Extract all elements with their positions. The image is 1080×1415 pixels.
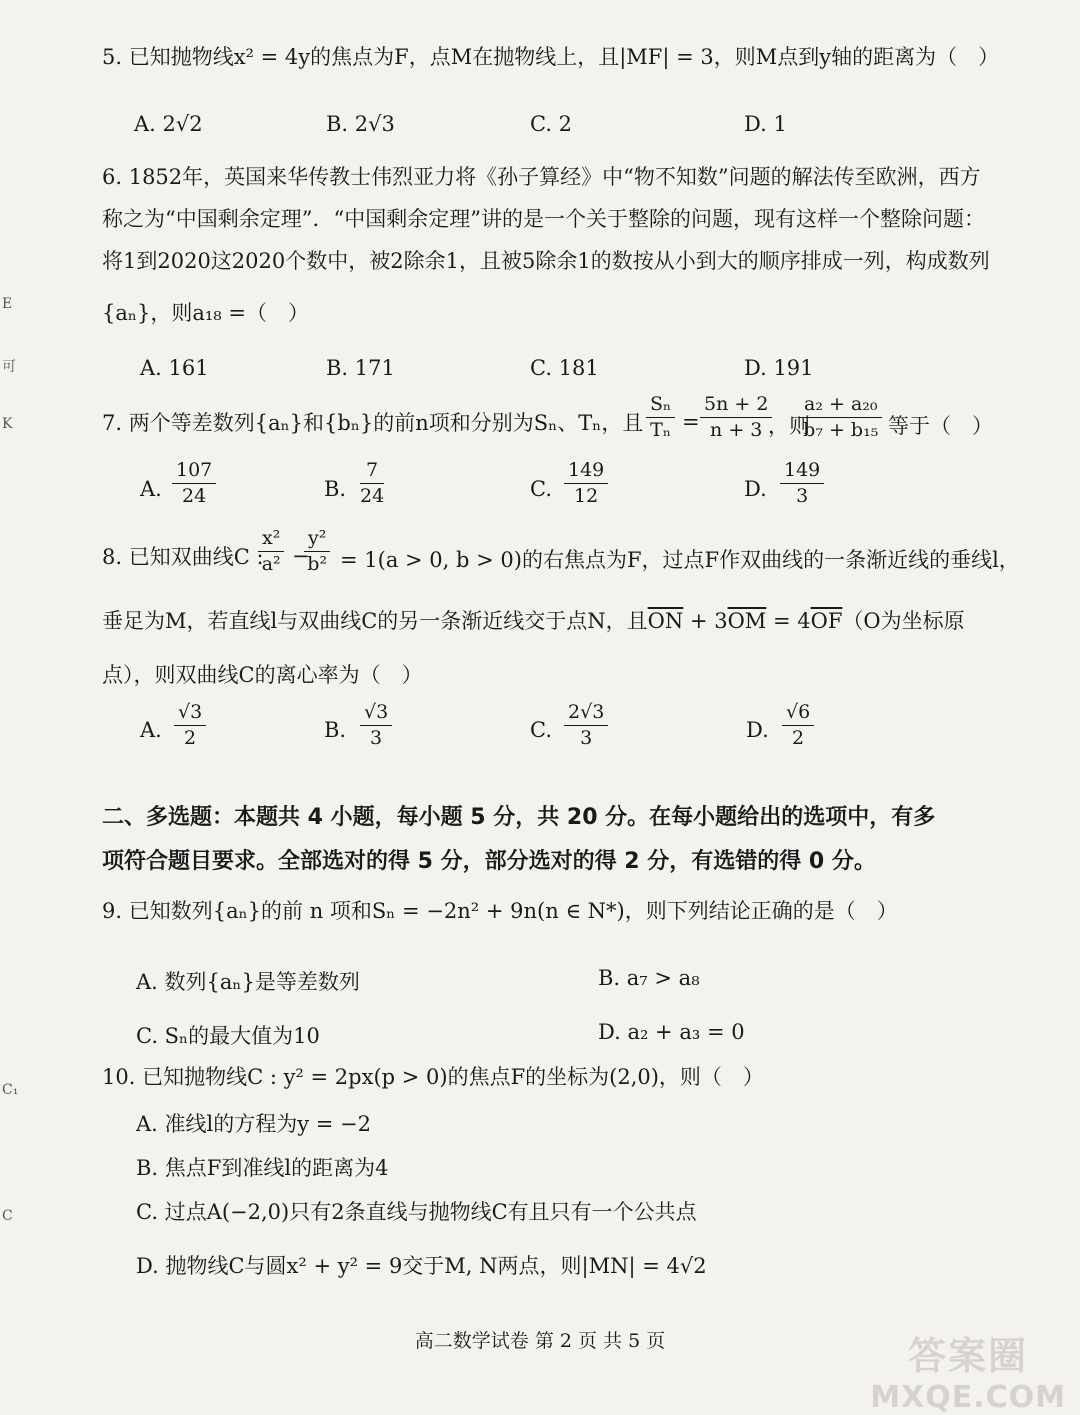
q8-line-2 [102, 608, 965, 634]
q7-option-d-letter: D. [744, 477, 767, 501]
q6-option-c: C. 181 [530, 356, 599, 380]
vector-on: $\overline{ON}$ [647, 609, 684, 633]
q8-plus: + 3 [683, 609, 728, 633]
page-footer: 高二数学试卷 第 2 页 共 5 页 [414, 1330, 666, 1352]
q8-line-1b: = 1(a > 0, b > 0)的右焦点为F，过点F作双曲线的一条渐近线的垂线l， [340, 548, 1020, 572]
q8-option-d-letter: D. [746, 718, 769, 742]
q8-fraction-y: $\frac{\text{y²}}{\text{b²}}$ [304, 528, 330, 575]
q8-option-c-letter: C. [530, 718, 552, 742]
margin-mark: E [2, 296, 13, 312]
q7-fraction-s-t: $\frac{\text{Sₙ}}{\text{Tₙ}}$ [646, 394, 675, 441]
q7-option-a-fraction: $\frac{107}{24}$ [172, 460, 216, 507]
q6-option-a: A. 161 [140, 356, 209, 380]
margin-mark: 可 [2, 359, 16, 375]
watermark-logo: 答案圈 MXQE.COM [870, 1334, 1066, 1415]
q10-option-a: A. 准线l的方程为y = −2 [136, 1112, 371, 1136]
q6-line-4: {aₙ}，则a₁₈ =（ ） [102, 301, 309, 325]
q7-equals: = [682, 410, 700, 434]
q7-fraction-ratio: $\frac{5n + 2}{n + 3}$ [700, 394, 772, 441]
q10-option-c: C. 过点A(−2,0)只有2条直线与抛物线C有且只有一个公共点 [136, 1200, 697, 1224]
q6-option-b: B. 171 [326, 356, 395, 380]
section-heading-line-1: 二、多选题：本题共 4 小题，每小题 5 分，共 20 分。在每小题给出的选项中，有多 [102, 805, 936, 830]
q8-fraction-x: $\frac{\text{x²}}{\text{a²}}$ [258, 528, 284, 575]
q10-option-d: D. 抛物线C与圆x² + y² = 9交于M, N两点，则|MN| = 4√2 [136, 1254, 707, 1278]
margin-mark: C₁ [2, 1082, 19, 1098]
q7-option-c-letter: C. [530, 477, 552, 501]
q8-eq: = 4 [766, 609, 811, 633]
section-heading-line-2: 项符合题目要求。全部选对的得 5 分，部分选对的得 2 分，有选错的得 0 分。 [102, 849, 876, 874]
q9-option-a: A. 数列{aₙ}是等差数列 [136, 970, 360, 994]
q8-option-d-fraction: $\frac{√6}{2}$ [782, 702, 814, 749]
q7-option-b-fraction: $\frac{7}{24}$ [360, 459, 385, 507]
vector-om: $\overline{OM}$ [727, 609, 767, 633]
q6-line-3: 将1到2020这2020个数中，被2除余1，且被5除余1的数按从小到大的顺序排成一列，构成数列 [102, 249, 990, 273]
q8-minus: − [292, 544, 310, 568]
q5-stem: 5. 已知抛物线x² = 4y的焦点为F，点M在抛物线上，且|MF| = 3，则M点到y轴的距离为（ ） [102, 45, 1000, 69]
q8-line-3: 点），则双曲线C的离心率为（ ） [102, 663, 423, 687]
q8-option-a-fraction: $\frac{√3}{2}$ [174, 702, 206, 749]
q7-option-a-letter: A. [140, 477, 162, 501]
q5-option-d: D. 1 [744, 112, 787, 136]
vector-of: $\overline{OF}$ [810, 609, 843, 633]
q7-option-c-fraction: $\frac{149}{12}$ [564, 460, 608, 507]
q8-line-2b: （O为坐标原 [842, 609, 965, 633]
q8-line-2a: 垂足为M，若直线l与双曲线C的另一条渐近线交于点N，且 [102, 609, 648, 633]
q6-line-1: 6. 1852年，英国来华传教士伟烈亚力将《孙子算经》中“物不知数”问题的解法传至欧洲，西方 [102, 165, 981, 189]
margin-mark: K [2, 416, 13, 432]
q5-option-c: C. 2 [530, 112, 573, 136]
q7-option-b-letter: B. [324, 477, 347, 501]
margin-mark: C [2, 1208, 13, 1224]
q10-option-b: B. 焦点F到准线l的距离为4 [136, 1156, 389, 1180]
q7-option-d-fraction: $\frac{149}{3}$ [780, 460, 824, 507]
q8-option-a-letter: A. [140, 718, 162, 742]
q5-option-a: A. 2√2 [134, 112, 203, 136]
q8-option-b-letter: B. [324, 718, 347, 742]
q7-stem-a: 7. 两个等差数列{aₙ}和{bₙ}的前n项和分别为Sₙ、Tₙ，且 [102, 411, 644, 435]
q7-fraction-target: $\frac{\text{a₂ + a₂₀}}{\text{b₇ + b₁₅}}$ [800, 394, 882, 441]
q9-stem: 9. 已知数列{aₙ}的前 n 项和Sₙ = −2n² + 9n(n ∈ N*)，则下列结论正确的是（ ） [102, 899, 898, 923]
q6-option-d: D. 191 [744, 356, 814, 380]
q6-line-2: 称之为“中国剩余定理”．“中国剩余定理”讲的是一个关于整除的问题，现有这样一个整除问题： [102, 207, 985, 231]
q9-option-b: B. a₇ > a₈ [598, 966, 700, 990]
q9-option-c: C. Sₙ的最大值为10 [136, 1024, 320, 1048]
q10-stem: 10. 已知抛物线C : y² = 2px(p > 0)的焦点F的坐标为(2,0)，则（ ） [102, 1065, 764, 1089]
q8-line-1a: 8. 已知双曲线C : [102, 545, 264, 569]
q8-option-c-fraction: $\frac{2√3}{3}$ [564, 702, 608, 749]
q5-option-b: B. 2√3 [326, 112, 395, 136]
q8-option-b-fraction: $\frac{√3}{3}$ [360, 702, 392, 749]
q7-stem-c: 等于（ ） [888, 414, 993, 438]
q7-stem-b: ，则 [768, 414, 810, 438]
q9-option-d: D. a₂ + a₃ = 0 [598, 1020, 745, 1044]
